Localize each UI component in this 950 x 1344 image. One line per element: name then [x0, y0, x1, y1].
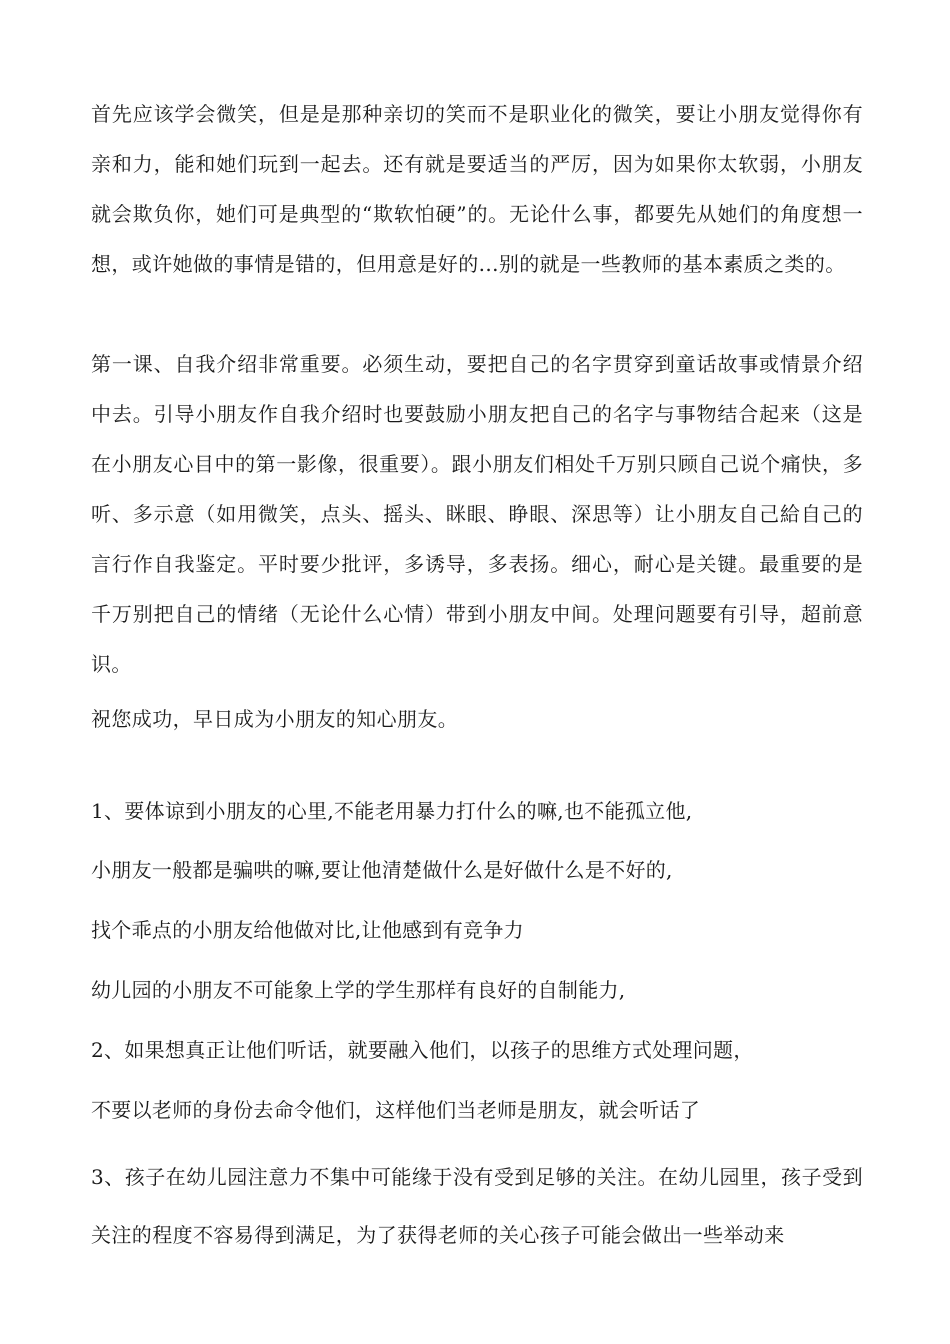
paragraph-good-wishes: 祝您成功，早日成为小朋友的知心朋友。 [91, 707, 459, 731]
paragraph-first-lesson: 第一课、自我介绍非常重要。必须生动，要把自己的名字贯穿到童话故事或情景介绍中去。引导小朋友作自我介绍时也要鼓励小朋友把自己的名字与事物结合起来（这是在小朋友心目中的第一影像，很重要）。跟小朋友们相处千万别只顾自己说个痛快，多听、多示意（如用微笑，点头、摇头、眯眼、睁眼、深思等）让小朋友自己給自己的言行作自我鉴定。平时要少批评，多诱导，多表扬。细心，耐心是关键。最重要的是千万别把自己的情绪（无论什么心情）带到小朋友中间。处理问题要有引导，超前意识。 [91, 352, 863, 676]
list-line-5: 2、如果想真正让他们听话，就要融入他们，以孩子的思维方式处理问题， [91, 1038, 754, 1062]
paragraph-attention: 3、孩子在幼儿园注意力不集中可能缘于没有受到足够的关注。在幼儿园里，孩子受到关注的程度不容易得到满足，为了获得老师的关心孩子可能会做出一些举动来 [91, 1165, 863, 1247]
list-line-1: 1、要体谅到小朋友的心里,不能老用暴力打什么的嘛,也不能孤立他, [91, 799, 693, 823]
paragraph-smile-advice: 首先应该学会微笑，但是是那种亲切的笑而不是职业化的微笑，要让小朋友觉得你有亲和力，能和她们玩到一起去。还有就是要适当的严厉，因为如果你太软弱，小朋友就会欺负你，她们可是典型的“欺软怕硬”的。无论什么事，都要先从她们的角度想一想，或许她做的事情是错的，但用意是好的...别的就是一些教师的基本素质之类的。 [91, 102, 863, 276]
list-line-2: 小朋友一般都是骗哄的嘛,要让他清楚做什么是好做什么是不好的, [91, 858, 673, 882]
list-line-6: 不要以老师的身份去命令他们，这样他们当老师是朋友，就会听话了 [91, 1098, 700, 1122]
list-line-4: 幼儿园的小朋友不可能象上学的学生那样有良好的自制能力, [91, 978, 626, 1002]
list-line-3: 找个乖点的小朋友给他做对比,让他感到有竞争力 [91, 918, 524, 942]
